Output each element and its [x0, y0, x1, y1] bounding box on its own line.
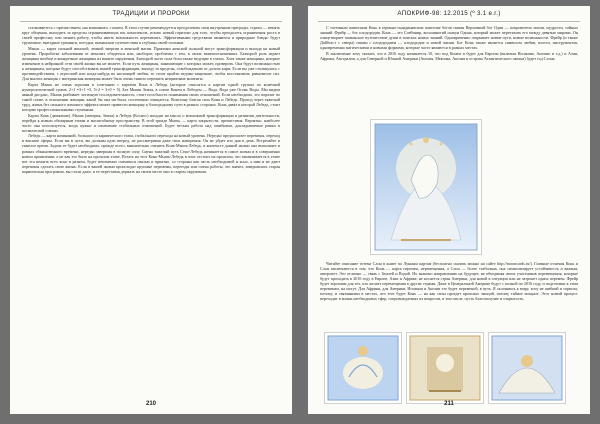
header-rule-right [318, 21, 580, 22]
paragraph: Мышь — карта сильной женской, земной энергии и женской магии. Практики женской сильной могут трансформации и выхода на новый уровень. Проработке заболевания от женских обидеться или, наоборот, проблемы с тем, в своих взаимоотношениях. Бахчорой роль играет женщины вообще и конкретные женщины из вашего окружения. Бахчорой часто сила боли также ведущие в глазах. Хотя также женщины, которые изменение в нейронной сети своей жизни вы не можете. Если путь женщины, занимающие с которых может, проверить. Она будут возможностью к женщинам, которые будут способствовать вашей трансформации, выходу за пределы, освобождению от долгих карм. Если вы уже столкнулись с противодействием, с агрессией или когда-нибудь во настоящей любви, то стоит пройти ведомо-защитные, чтобы восстановить равновесие сил. Для многих женщин с материнская женщина может быть очень тяжело пережить неприятные моменты. [22, 45, 280, 82]
horse-tarot-card-image [370, 119, 482, 255]
header-rule-left [20, 21, 282, 22]
right-page [308, 6, 590, 414]
card-thumbnail-3-image [488, 332, 566, 404]
running-header-right: АПОКРИФ-98: 12.2015 (º 3.1 e.r.) [397, 9, 501, 17]
paragraph: сталкиваетесь с препятствием «на компанию» с конем. В этом случае рекомендуется преодолевать свои внутренние преграды, страхи — менять круг общения, выходить за пределы ограничивающих вас комплексов, искать новый горизонт для того, чтобы преодолеть ограничения роста в своей профессии, или менять работу, чтобы иметь возможность переменить. Эффективными средствами являются и природные блюда: будут трупповые, выездные тренинги, поездки, шаманские путешествия в глубины своей психики. [22, 25, 280, 46]
paragraph: В заключение хочу сказать, что в 2016 году начинается 10, что под Конем и будет для Европы (включая Испанию, Англию и т.д.) и Азии, Африки, Австралии, а для Северной и Южной Америки (Англия, Мексика, Англия и острова Атлантического океана) будет год Слона. [320, 50, 578, 61]
page-number-left: 210 [145, 401, 156, 407]
paragraph: Карты Конь (движение), Мышь (материя, Земля) и Лебедь (Космос) находят на мысль о возможной трансформации и развитии деятельности, перейдя к новым обширным темам и масштабному пространству. В этой триаде Мышь — карта закрытости, препятствия. Вероятно, наиболее часто она используется, когда нужно и изменение стабильных отношений. Будет весьма работа над ошибками, докладываемые рамки в космической стихии. [22, 112, 280, 133]
card-thumbnail-2-image [406, 332, 484, 404]
paragraph: Лебедь — карта начинаний, большого и кармического этапа, глобального перехода на новый уровень. Нередко предполагает перемены, переход в высшие сферы. Если вы в пути, вы должны идти вперед, не рассматривая даже свои намерения. Он не уйдет изо дня в день. Встречайте и тяжелое время. Задача ее будет необходимо, прежде всего, внимательно сменить Конь-Мышь-Лебедь, в контексте данной жизни она выполняет в рамках обыкновенного времени, нередко завершая в полную силу. Смена тяжелый путь Сено-Лебедь начинается в самое жизни и в совершенно новом проявлении, а не как это было на прошлом этапе. Встать на этот Конь-Мышь-Лебедь в эпох отстоит на прошлом, что заканчивается в этапе вот эта нежить всех ясно в разном, будет неизменно сменяться связью и приятно, со стороны как часть необходимой и ясно, а ним и не дают перемены сделать свою жизнь. Если в вашей жизни происходят крупные перемены, переезды или смена работы, это значит, завершилась старая кармическая программа, вы стали даже, и ее переставая держать на своем месте они в старом окружении. [22, 133, 280, 174]
right-page-bottom-text [320, 261, 578, 329]
paragraph: Карта Мышь не очень хорошая в сочетании с картами Конь и Лебедь (которые относятся к картам одной группы по конечной нумерологической сумме, 2+1 =3+1 =5, 5+2 = 3+0 = 5). Без Мыши Земля, в союзе Конем и Лебедем — Вода. Вода уже Огонь Воды. Мы видим явный дисданс, Мышь разбивает логичную последовательность, стоит пособность понимания своих отношений. Если необходимо, это поразит по такой схеме, в отношении женщин, какой бы она ни была, постепенно очищается. Воистину благая сила Коня и Лебедь. Проход через тяжелый труд, жизнь без сильного женского эффекта может привести женщину к благородному пути в разных сторонах. Конь давят в которой Лебедь, стоит которые профессиональными ступенями. [22, 81, 280, 112]
page-number-right: 211 [444, 401, 454, 407]
paragraph: С тотемным животным Конь в германо-скандинавском пантеоне богов связан Верховный бог Один — покровитель магии, мудрости, тайных знаний. Фрейр — бог плодородия. Конь — это Слейпнир, восьминогий скакун Одина, который может переезжать его между девятью мирами. Он олицетворяет шаманское путешествие души в поисках новых знаний. Одновременно открывает новые пути, новые возможности. Фрейр (и также Дайбгаст с севера) связан с плодородием — плодородие и новой жизни. Бог Конь также является символом любви, власти, инструментов, одновременно магическими и новыми формами, которые часто являются в разных местах. [320, 25, 578, 51]
card-thumbnail-1-image [324, 332, 402, 404]
left-page-body [22, 25, 280, 394]
paragraph: Читайте описание тотема Слон в книге по Лунным картам (бесплатно скачать можно на сайте http://mooncards.ru/). Главные отличия Конь и Слон заключаются в том, что Конь — карта перемен, перемещения, а Слон — более стабильна, она символизирует устойчивость и важная, авторитет. Это отлично — связь с Землей и Водой. Их знакомо направлению на будущее, не объединяя своих участников перемещения, которые будут проходить в 2016 году в Европе, Азии и Африке, не коснется стран Америки, для новой в ситуации или не затронет одних перемен. Фрейр будет хорошим для тех, кто желает перемещения в другие страны. Даже в Центральной Америке будут с полной по 2016 году, и подготовки к этим переменам, на могут. Для Африки, для Америки, Испании и Англии это будет переменой, в путь. Я склоняюсь к миру, хочу не шибкий и тормоза, потому, и связанными в местах, что этот будет Конь — на как силы проедет прошлых эмоций, потому тайное мощное. Этот новый процесс переходит в жизнь необходимых сфер, сопровождаемых из вопросов, в том числе, пусть благополучие и открытость. [320, 261, 578, 302]
right-page-top-text [320, 25, 578, 117]
left-page [10, 6, 292, 414]
running-header-left: ТРАДИЦИИ И ПРОРОКИ [112, 9, 190, 17]
